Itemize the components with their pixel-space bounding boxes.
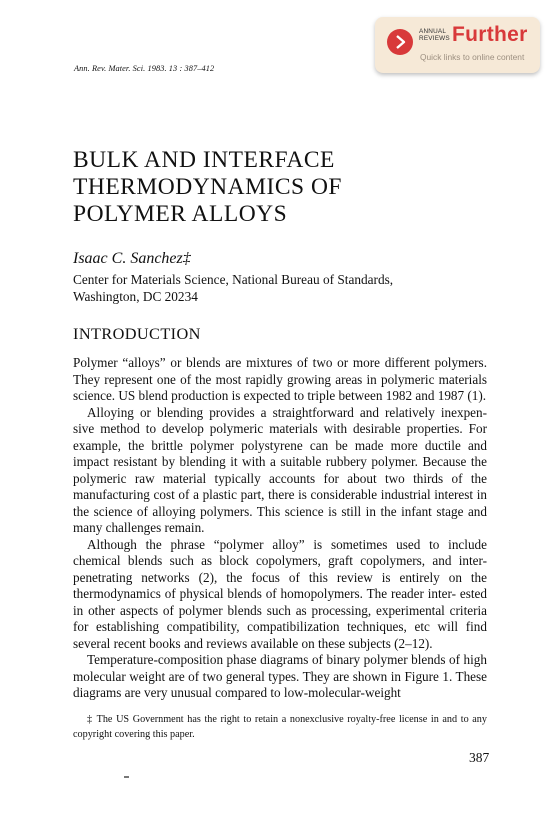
section-heading: INTRODUCTION (73, 324, 201, 343)
further-subtitle: Quick links to online content (420, 52, 525, 62)
reviews-label: REVIEWS (419, 35, 450, 42)
paragraph: Temperature-composition phase diagrams of binary polymer blends of high molecular weight are of two general types. They are shown in Figure 1. These diagrams are very unusual compared to low-molecular-weight (73, 652, 487, 700)
annual-label: ANNUAL (419, 28, 447, 35)
title-line: POLYMER ALLOYS (73, 201, 288, 227)
page-number: 387 (469, 750, 490, 765)
scan-mark (124, 776, 129, 778)
paragraph: Although the phrase “polymer alloy” is sometimes used to include chemical blends such as block copolymers, graft copolymers, and inter- penetrating networks (2), the focus of this review is entirely on the thermodynamics of physical blends of homopolymers. The reader inter- ested in other aspects of polymer blends such as processing, experimental criteria for establishing compatibility, compatibilization techniques, etc will find several recent books and reviews available on these subjects (2–12). (73, 536, 487, 651)
paragraph: Polymer “alloys” or blends are mixtures of two or more different polymers. They represent one of the most rapidly growing areas in polymeric materials science. US blend production is expected to triple between 1982 and 1987 (1). (73, 355, 487, 403)
author-affiliation (73, 272, 393, 305)
article-title (73, 147, 342, 228)
journal-reference: Ann. Rev. Mater. Sci. 1983. 13 : 387–412 (74, 64, 215, 73)
further-label: Further (452, 23, 528, 46)
paragraph: Alloying or blending provides a straightforward and relatively inexpen- sive method to develop polymeric materials with desirable properties. For example, the brittle polymer polystyrene can be made more ductile and impact resistant by blending it with a suitable rubbery polymer. Because the polymeric raw material typically accounts for about two thirds of the manufacturing cost of a plastic part, there is considerable industrial interest in the science of alloying polymers. This science is still in the infant stage and many challenges remain. (73, 404, 487, 535)
further-links-badge[interactable] (375, 17, 540, 73)
body-text (73, 355, 487, 702)
footnote: ‡ The US Government has the right to retain a nonexclusive royalty-free license in and to any copyright covering this paper. (73, 714, 487, 740)
author-name: Isaac C. Sanchez‡ (73, 250, 191, 267)
affiliation-line: Washington, DC 20234 (73, 288, 198, 304)
title-line: BULK AND INTERFACE (73, 147, 335, 173)
arrow-icon (387, 29, 413, 55)
title-line: THERMODYNAMICS OF (73, 174, 342, 200)
affiliation-line: Center for Materials Science, National Bureau of Standards, (73, 272, 394, 287)
annual-reviews-label (419, 28, 450, 42)
